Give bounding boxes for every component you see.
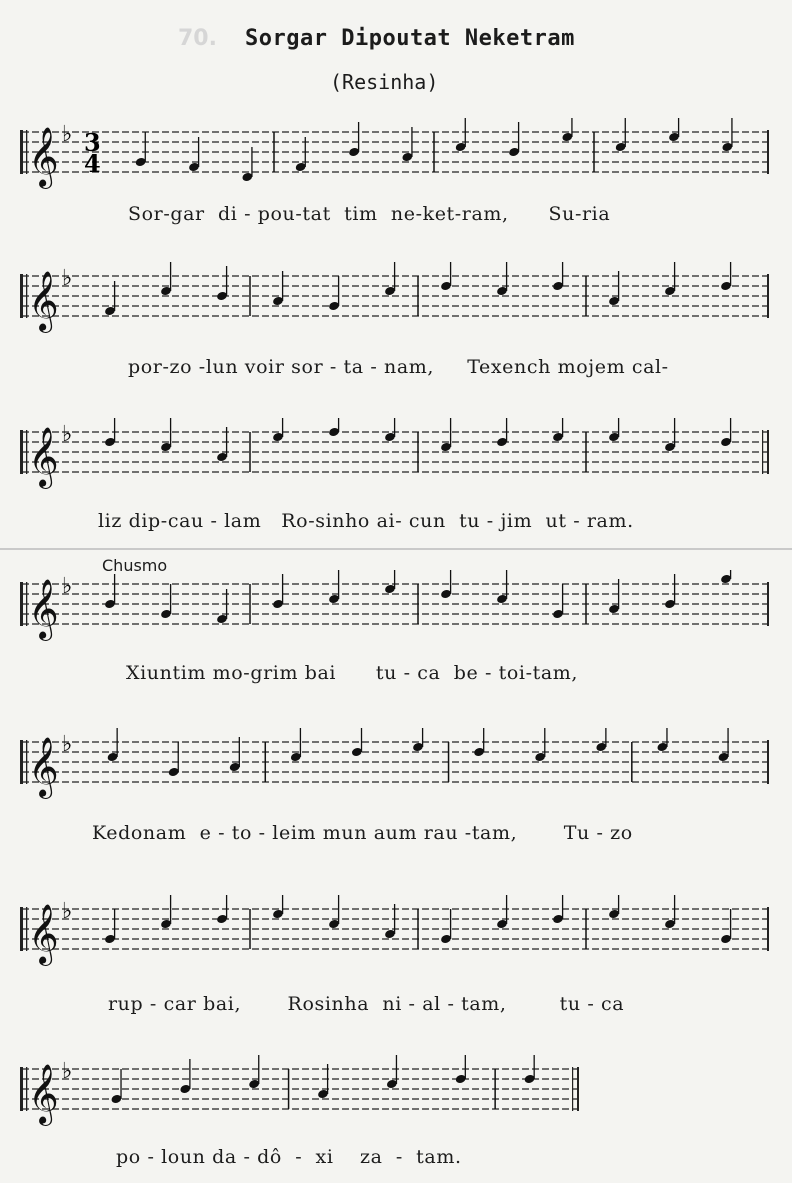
time-signature: 4 — [84, 149, 101, 178]
treble-clef-icon: 𝄞 — [28, 904, 59, 964]
treble-clef-icon: 𝄞 — [28, 1064, 59, 1124]
chorus-label: Chusmo — [102, 556, 168, 575]
flat-icon: ♭ — [62, 574, 73, 599]
lyrics-line-2: por-zo -lun voir sor - ta - nam, Texench mojem cal- — [128, 356, 669, 378]
staff-system-6 — [0, 895, 792, 975]
lyrics-line-1: Sor-gar di - pou-tat tim ne-ket-ram, Su-ria — [128, 203, 611, 225]
barline — [767, 274, 769, 318]
treble-clef-icon: 𝄞 — [28, 271, 59, 331]
barline — [767, 740, 769, 784]
barline — [20, 430, 23, 474]
song-number: 70. — [178, 26, 217, 51]
lyrics-line-3: liz dip-cau - lam Ro-sinho ai- cun tu - jim ut - ram. — [98, 510, 634, 532]
barline — [572, 1067, 573, 1111]
staff-6 — [0, 895, 792, 975]
staff-2 — [0, 262, 792, 342]
staff-system-2 — [0, 262, 792, 342]
staff-3 — [0, 418, 792, 498]
flat-icon: ♭ — [62, 732, 73, 757]
treble-clef-icon: 𝄞 — [28, 579, 59, 639]
staff-5 — [0, 728, 792, 808]
flat-icon: ♭ — [62, 266, 73, 291]
treble-clef-icon: 𝄞 — [28, 737, 59, 797]
flat-icon: ♭ — [62, 1059, 73, 1084]
lyrics-line-5: Kedonam e - to - leim mun aum rau -tam, Tu - zo — [92, 822, 633, 844]
song-title: Sorgar Dipoutat Neketram — [245, 26, 575, 51]
barline — [577, 1067, 579, 1111]
barline — [20, 1067, 23, 1111]
flat-icon: ♭ — [62, 422, 73, 447]
lyrics-line-4: Xiuntim mo-grim bai tu - ca be - toi-tam, — [126, 662, 579, 684]
staff-7 — [0, 1055, 792, 1135]
time-signature: 3 — [84, 128, 101, 157]
treble-clef-icon: 𝄞 — [28, 127, 59, 187]
barline — [20, 907, 23, 951]
flat-icon: ♭ — [62, 122, 73, 147]
lyrics-line-6: rup - car bai, Rosinha ni - al - tam, tu - ca — [108, 993, 625, 1015]
staff-1 — [0, 118, 792, 198]
barline — [20, 130, 23, 174]
staff-system-7 — [0, 1055, 792, 1135]
barline — [20, 582, 23, 626]
staff-system-3 — [0, 418, 792, 498]
lyrics-line-7: po - loun da - dô - xi za - tam. — [116, 1146, 462, 1168]
treble-clef-icon: 𝄞 — [28, 427, 59, 487]
staff-system-5 — [0, 728, 792, 808]
barline — [767, 582, 769, 626]
barline — [20, 274, 23, 318]
staff-4 — [0, 570, 792, 650]
barline — [767, 430, 769, 474]
staff-system-4 — [0, 570, 792, 650]
song-subtitle: (Resinha) — [330, 70, 439, 94]
barline — [20, 740, 23, 784]
barline — [767, 130, 769, 174]
section-divider — [0, 548, 792, 550]
barline — [767, 907, 769, 951]
staff-system-1 — [0, 118, 792, 198]
barline — [762, 430, 763, 474]
flat-icon: ♭ — [62, 899, 73, 924]
